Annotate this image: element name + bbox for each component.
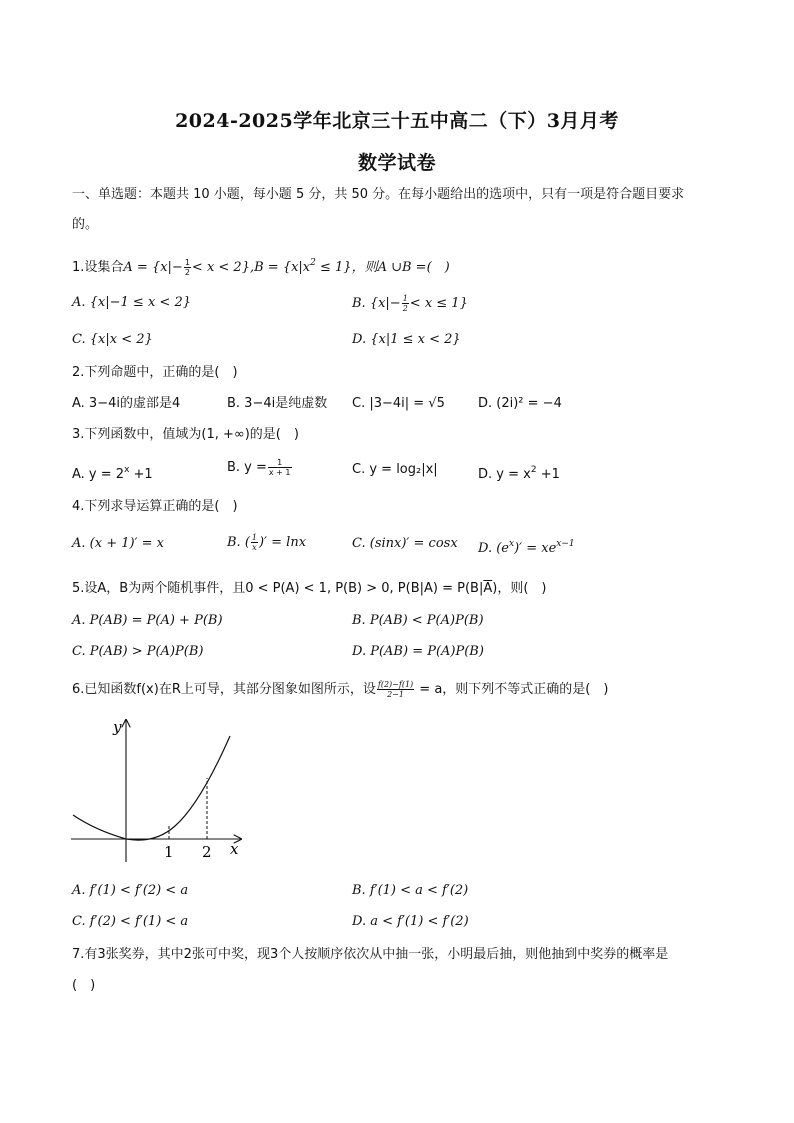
question-6-option-b: B. f′(1) < a < f′(2): [352, 883, 469, 898]
question-2-option-d: D. (2i)² = −4: [478, 396, 562, 411]
question-4-stem: 4.下列求导运算正确的是( ): [72, 499, 238, 514]
tick-label-2: 2: [202, 843, 212, 861]
question-2-option-a: A. 3−4i的虚部是4: [72, 396, 181, 411]
question-6-stem: 6.已知函数f(x)在R上可导，其部分图象如图所示，设 $\frac{f(2)-f(1)}{2-1}$ = a，则下列不等式正确的是( ): [72, 680, 609, 699]
question-1-stem: 1.设集合A = {x|− $\frac{1}{2}$ < $x < 2\},B = \{x|x^2 \le 1\}$，则A ∪B =( ): [72, 258, 450, 277]
section-heading-cont: 的。: [72, 217, 99, 232]
function-graph: [65, 712, 255, 867]
tick-label-1: 1: [164, 843, 174, 861]
question-7-stem: 7.有3张奖券，其中2张可中奖，现3个人按顺序依次从中抽一张，小明最后抽，则他抽到中奖券的概率是: [72, 947, 669, 962]
question-1-option-b: B. {x|− $\frac{1}{2}$ < x ≤ 1}: [352, 294, 468, 313]
question-5-option-c: C. P(AB) > P(A)P(B): [72, 644, 204, 659]
x-axis-label: x: [230, 840, 239, 858]
question-4-option-a: A. (x + 1)′ = x: [72, 536, 164, 551]
question-4-option-d: D. $(e^x)' = xe^{x-1}$: [478, 539, 575, 556]
question-5-option-b: B. P(AB) < P(A)P(B): [352, 613, 484, 628]
question-2-stem: 2.下列命题中，正确的是( ): [72, 365, 238, 380]
question-2-option-c: C. |3−4i| = √5: [352, 396, 445, 411]
page-subtitle: 数学试卷: [357, 152, 436, 174]
function-curve: [73, 736, 230, 840]
question-3-option-a: A. $y = 2^x +1$: [72, 465, 153, 482]
question-5-option-a: A. P(AB) = P(A) + P(B): [72, 613, 223, 628]
y-axis-label: y: [113, 718, 122, 736]
question-2-option-b: B. 3−4i是纯虚数: [227, 396, 328, 411]
question-3-option-c: C. y = log₂|x|: [352, 462, 438, 477]
question-6-option-d: D. a < f′(1) < f′(2): [352, 914, 469, 929]
section-heading: 一、单选题：本题共 10 小题，每小题 5 分，共 50 分。在每小题给出的选项中，只有一项是符合题目要求: [72, 187, 685, 202]
question-4-option-b: B. ( $\frac{1}{x}$ )′ = lnx: [227, 533, 307, 552]
question-1-option-c: C. {x|x < 2}: [72, 332, 153, 347]
question-1-option-a: A. {x|−1 ≤ x < 2}: [72, 295, 191, 310]
question-6-option-a: A. f′(1) < f′(2) < a: [72, 883, 189, 898]
question-7-stem-cont: ( ): [72, 978, 96, 993]
question-3-option-d: D. $y = x^2 +1$: [478, 465, 560, 482]
question-5-option-d: D. P(AB) = P(A)P(B): [352, 644, 484, 659]
question-4-option-c: C. (sinx)′ = cosx: [352, 536, 458, 551]
question-1-option-d: D. {x|1 ≤ x < 2}: [352, 332, 461, 347]
question-5-stem: 5.设A，B为两个随机事件，且0 < P(A) < 1, P(B) > 0, $P(B|A) = P(B|\overline{A})$，则( ): [72, 581, 547, 596]
question-3-stem: 3.下列函数中，值域为(1, +∞)的是( ): [72, 427, 299, 442]
question-6-option-c: C. f′(2) < f′(1) < a: [72, 914, 189, 929]
question-3-option-b: B. y = $\frac{1}{x + 1}$: [227, 458, 291, 477]
page-title: 2024-2025学年北京三十五中高二（下）3月月考: [175, 110, 619, 132]
